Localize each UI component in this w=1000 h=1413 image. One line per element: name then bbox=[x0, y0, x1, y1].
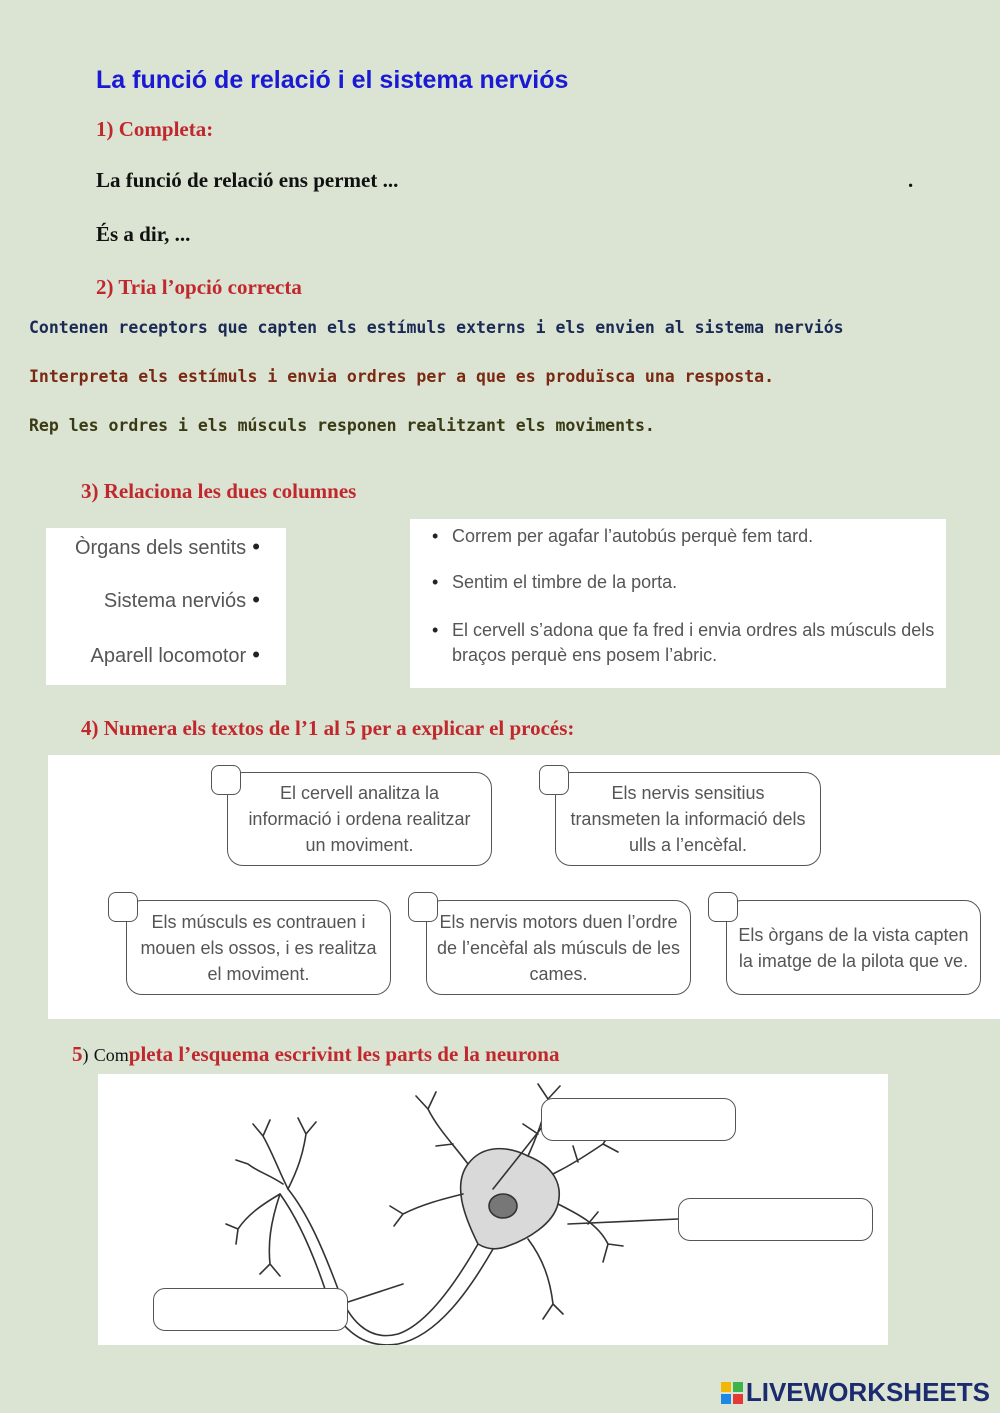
neuron-label-input-3[interactable] bbox=[153, 1288, 348, 1331]
liveworksheets-logo-text: LIVEWORKSHEETS bbox=[745, 1377, 990, 1407]
step-box-musculs: Els músculs es contrauen i mouen els ossos, i es realitza el moviment. bbox=[126, 900, 391, 995]
pointer-line bbox=[348, 1284, 403, 1302]
left-column-panel bbox=[46, 528, 286, 685]
axon-terminal bbox=[236, 1118, 316, 1189]
option-2[interactable]: Interpreta els estímuls i envia ordres per a que es produïsca una resposta. bbox=[29, 367, 775, 386]
liveworksheets-logo[interactable] bbox=[720, 1377, 990, 1408]
option-3[interactable]: Rep les ordres i els músculs responen realitzant els moviments. bbox=[29, 416, 655, 435]
section1-line1: La funció de relació ens permet ... bbox=[96, 168, 399, 192]
step-number-input-2[interactable] bbox=[539, 765, 569, 795]
neuron-label-input-2[interactable] bbox=[678, 1198, 873, 1241]
neuron-diagram-panel bbox=[98, 1074, 888, 1345]
step-number-input-4[interactable] bbox=[408, 892, 438, 922]
nucleus bbox=[489, 1194, 517, 1218]
section5-heading bbox=[72, 1042, 559, 1067]
section2-heading: 2) Tria l’opció correcta bbox=[96, 275, 302, 299]
right-item-1[interactable]: • Correm per agafar l’autobús perquè fem tard. bbox=[432, 524, 942, 549]
right-item-3[interactable]: • El cervell s’adona que fa fred i envia ordres als músculs dels braços perquè ens posem l’abric. bbox=[432, 620, 935, 665]
option-1[interactable]: Contenen receptors que capten els estímuls externs i els envien al sistema nerviós bbox=[29, 318, 844, 337]
process-panel bbox=[48, 755, 1000, 1019]
section1-line1-end: . bbox=[908, 168, 914, 192]
bullet-icon: • bbox=[432, 572, 439, 592]
section5-rest: pleta l’esquema escrivint les parts de la neurona bbox=[128, 1042, 560, 1066]
section5-number: 5 bbox=[72, 1042, 83, 1066]
step-box-cervell: El cervell analitza la informació i ordena realitzar un moviment. bbox=[227, 772, 492, 866]
section1-line2: És a dir, ... bbox=[96, 222, 191, 246]
step-box-organs-vista: Els òrgans de la vista capten la imatge de la pilota que ve. bbox=[726, 900, 981, 995]
step-number-input-5[interactable] bbox=[708, 892, 738, 922]
pointer-line bbox=[568, 1219, 678, 1224]
right-item-2[interactable]: • Sentim el timbre de la porta. bbox=[432, 570, 942, 595]
section3-heading: 3) Relaciona les dues columnes bbox=[81, 479, 357, 503]
page-title: La funció de relació i el sistema nerviós bbox=[96, 66, 569, 94]
dendrite bbox=[558, 1204, 623, 1262]
section4-heading: 4) Numera els textos de l’1 al 5 per a explicar el procés: bbox=[81, 716, 575, 740]
right-column-panel bbox=[410, 519, 946, 688]
organ-sentits[interactable]: Òrgans dels sentits • bbox=[75, 534, 260, 560]
section5-paren: ) bbox=[82, 1045, 89, 1065]
section5-prefix: Com bbox=[93, 1045, 129, 1065]
bullet-icon: • bbox=[432, 526, 439, 546]
axon-terminal bbox=[226, 1194, 280, 1276]
section1-heading: 1) Completa: bbox=[96, 117, 214, 141]
step-number-input-3[interactable] bbox=[108, 892, 138, 922]
step-box-nervis-motors: Els nervis motors duen l’ordre de l’encèfal als músculs de les cames. bbox=[426, 900, 691, 995]
dendrite bbox=[528, 1239, 563, 1319]
dendrite bbox=[416, 1092, 468, 1164]
step-number-input-1[interactable] bbox=[211, 765, 241, 795]
dendrite bbox=[390, 1194, 463, 1226]
organ-sistema-nervios[interactable]: Sistema nerviós • bbox=[104, 587, 260, 613]
neuron-label-input-1[interactable] bbox=[541, 1098, 736, 1141]
bullet-icon: • bbox=[432, 620, 439, 640]
liveworksheets-logo-icon bbox=[720, 1381, 744, 1405]
organ-aparell-locomotor[interactable]: Aparell locomotor • bbox=[91, 642, 260, 668]
step-box-nervis-sensitius: Els nervis sensitius transmeten la informació dels ulls a l’encèfal. bbox=[555, 772, 821, 866]
